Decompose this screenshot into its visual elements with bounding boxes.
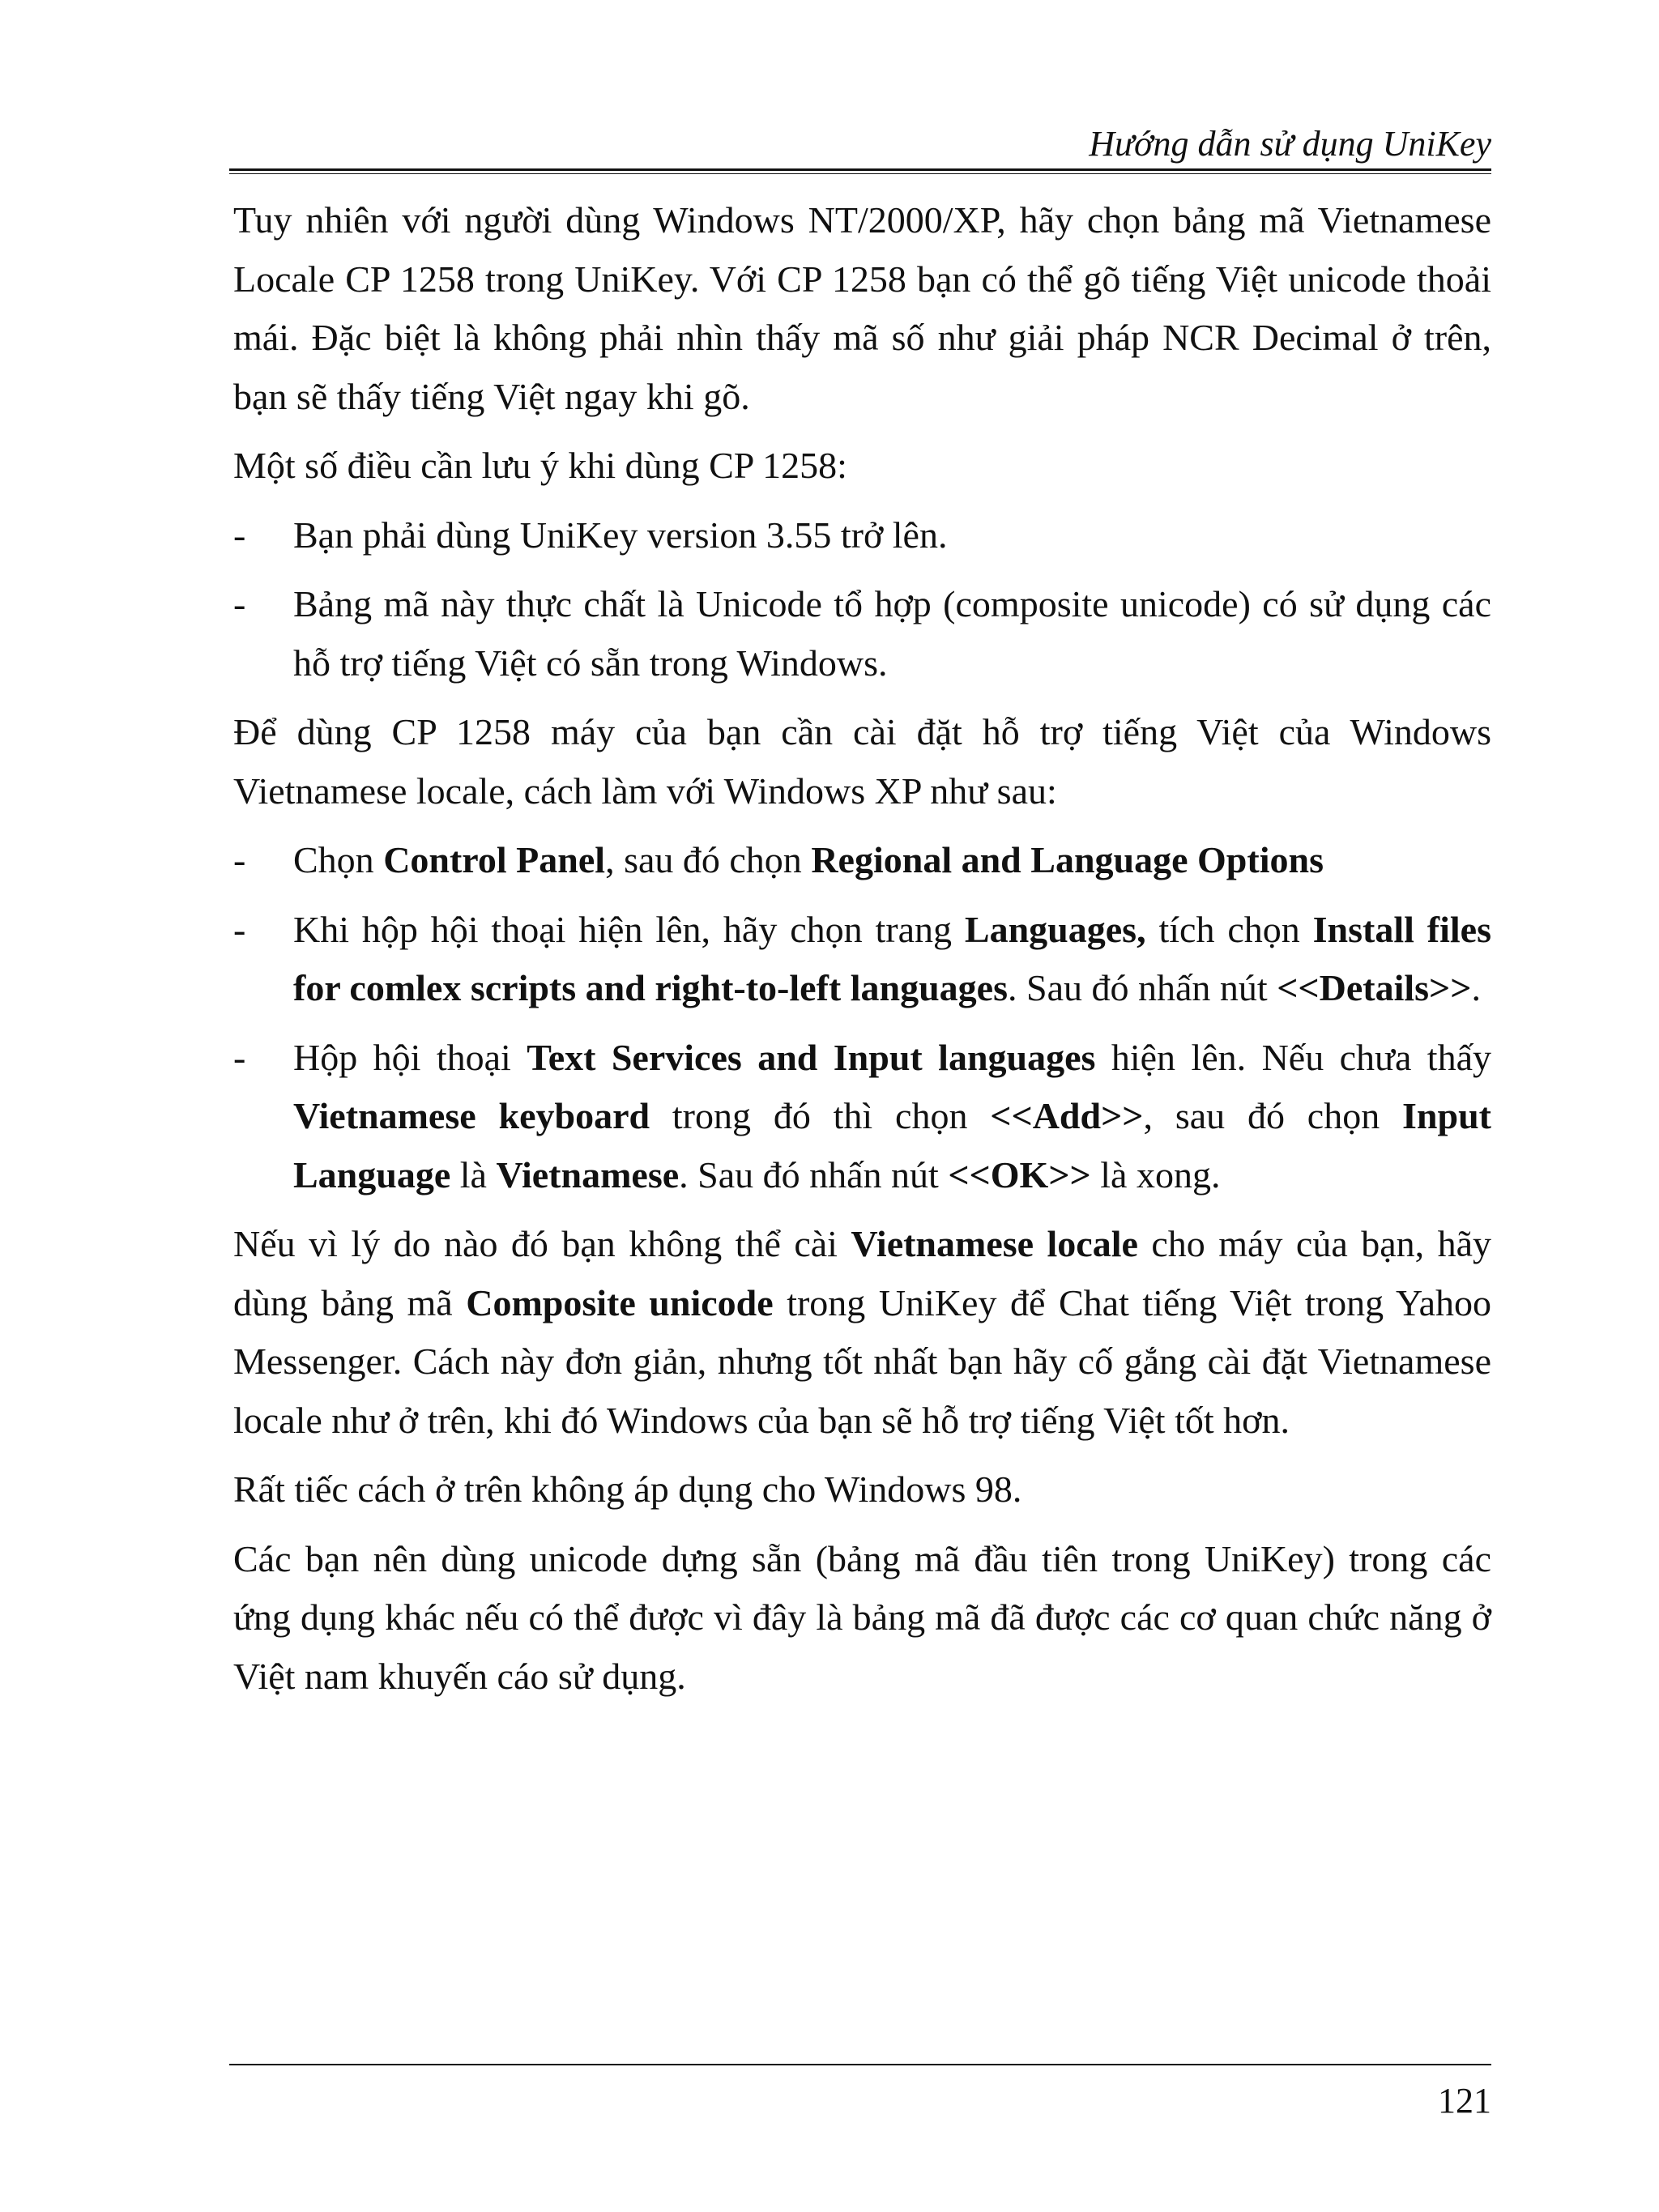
list-item-step-control-panel bbox=[233, 831, 1491, 890]
text-run: là xong. bbox=[1090, 1153, 1221, 1196]
text-run: là bbox=[450, 1153, 497, 1196]
text-run: Nếu vì lý do nào đó bạn không thể cài bbox=[233, 1223, 851, 1264]
header-rule bbox=[229, 168, 1491, 174]
text-run: tích chọn bbox=[1145, 908, 1313, 950]
text-run: hiện lên. Nếu chưa thấy bbox=[1095, 1036, 1492, 1078]
text-run: trong UniKey để Chat tiếng Việt trong Yahoo Messenger. Cách này đơn giản, nhưng tốt nhất bạn hãy cố gắng cài đặt Vietnamese locale như ở trên, khi đó Windows của bạn sẽ hỗ trợ tiếng Việt tốt hơn. bbox=[233, 1281, 1491, 1441]
text-run: . Sau đó nhấn nút bbox=[1007, 967, 1277, 1008]
text-run: . bbox=[1471, 967, 1481, 1008]
text-run: . Sau đó nhấn nút bbox=[679, 1153, 949, 1196]
bold-input-language: Input Language bbox=[293, 1095, 1491, 1196]
paragraph-notes-heading: Một số điều cần lưu ý khi dùng CP 1258: bbox=[233, 445, 847, 486]
bold-vietnamese-keyboard: Vietnamese keyboard bbox=[293, 1095, 650, 1136]
bold-control-panel: Control Panel bbox=[383, 839, 606, 880]
bold-languages: Languages, bbox=[964, 908, 1146, 950]
bold-text-services: Text Services and Input languages bbox=[527, 1036, 1096, 1078]
body-text bbox=[233, 191, 1491, 1716]
text-run: trong đó thì chọn bbox=[650, 1095, 991, 1136]
text-run: Hộp hội thoại bbox=[293, 1036, 527, 1078]
paragraph-composite-alternative bbox=[233, 1215, 1491, 1450]
list-dash: - bbox=[233, 583, 246, 624]
list-item-text: Bảng mã này thực chất là Unicode tổ hợp (composite unicode) có sử dụng các hỗ trợ tiếng Việt có sẵn trong Windows. bbox=[293, 583, 1491, 684]
list-item-text bbox=[293, 1037, 1491, 1196]
bold-vietnamese: Vietnamese bbox=[496, 1153, 680, 1196]
text-run: Khi hộp hội thoại hiện lên, hãy chọn trang bbox=[293, 908, 965, 950]
text-run: cho máy của bạn, hãy dùng bảng mã bbox=[233, 1223, 1491, 1323]
list-item-step-languages bbox=[233, 901, 1491, 1018]
paragraph-recommendation: Các bạn nên dùng unicode dựng sẵn (bảng mã đầu tiên trong UniKey) trong các ứng dụng khác nếu có thể được vì đây là bảng mã đã được các cơ quan chức năng ở Việt nam khuyến cáo sử dụng. bbox=[233, 1537, 1491, 1697]
bold-details: <<Details>> bbox=[1277, 967, 1472, 1008]
text-run: , sau đó chọn bbox=[1143, 1095, 1403, 1136]
running-header: Hướng dẫn sử dụng UniKey bbox=[1089, 124, 1491, 164]
list-dash: - bbox=[233, 1036, 246, 1078]
paragraph-install-locale: Để dùng CP 1258 máy của bạn cần cài đặt hỗ trợ tiếng Việt của Windows Vietnamese locale, cách làm với Windows XP như sau: bbox=[233, 711, 1491, 812]
list-item-text bbox=[293, 839, 1324, 880]
list-dash: - bbox=[233, 908, 246, 950]
paragraph-windows98: Rất tiếc cách ở trên không áp dụng cho Windows 98. bbox=[233, 1468, 1022, 1510]
bold-composite-unicode: Composite unicode bbox=[466, 1281, 774, 1323]
paragraph-cp1258-intro: Tuy nhiên với người dùng Windows NT/2000/XP, hãy chọn bảng mã Vietnamese Locale CP 1258 trong UniKey. Với CP 1258 bạn có thể gõ tiếng Việt unicode thoải mái. Đặc biệt là không phải nhìn thấy mã số như giải pháp NCR Decimal ở trên, bạn sẽ thấy tiếng Việt ngay khi gõ. bbox=[233, 199, 1491, 417]
text-run: Chọn bbox=[293, 839, 384, 880]
list-item-text bbox=[293, 909, 1491, 1009]
list-dash: - bbox=[233, 839, 246, 880]
list-item-version bbox=[233, 506, 1491, 565]
list-item-step-text-services bbox=[233, 1029, 1491, 1205]
page-number: 121 bbox=[1438, 2081, 1491, 2120]
text-run: , sau đó chọn bbox=[605, 839, 812, 880]
list-item-text: Bạn phải dùng UniKey version 3.55 trở lên. bbox=[293, 514, 948, 556]
bold-vietnamese-locale: Vietnamese locale bbox=[851, 1223, 1138, 1264]
footer-rule bbox=[229, 2064, 1491, 2065]
bold-ok: <<OK>> bbox=[948, 1153, 1091, 1196]
bold-add: <<Add>> bbox=[990, 1095, 1144, 1136]
list-item-composite bbox=[233, 575, 1491, 693]
list-dash: - bbox=[233, 514, 246, 556]
bold-regional-options: Regional and Language Options bbox=[811, 839, 1324, 880]
bold-install-files: Install files for comlex scripts and right-to-left languages bbox=[293, 908, 1491, 1008]
